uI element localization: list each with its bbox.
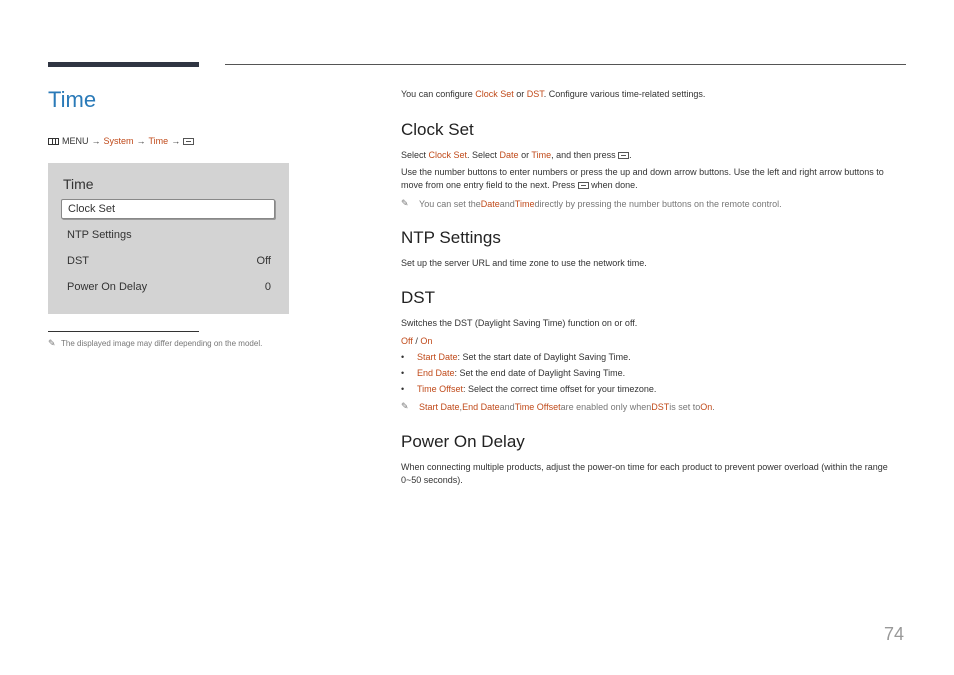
breadcrumb-system: System: [103, 136, 134, 146]
osd-item-label: DST: [67, 255, 89, 267]
osd-item-power-on-delay[interactable]: [61, 277, 275, 297]
osd-item-label: NTP Settings: [67, 229, 132, 241]
breadcrumb-time: Time: [148, 136, 169, 146]
page-title: Time: [48, 87, 97, 112]
osd-item-dst[interactable]: [61, 251, 275, 271]
footnote-rule: [48, 331, 199, 332]
osd-title: Time: [63, 176, 94, 192]
header-rule-thin: [225, 64, 906, 65]
menu-icon: [48, 138, 59, 145]
osd-item-value: Off: [256, 255, 271, 267]
osd-item-ntp-settings[interactable]: [61, 225, 275, 245]
breadcrumb-arrow: →: [91, 136, 101, 146]
breadcrumb-arrow: →: [171, 136, 181, 146]
footnote-text: The displayed image may differ depending on the model.: [61, 339, 263, 348]
section-heading-ntp-settings: NTP Settings: [401, 228, 501, 247]
pencil-icon: ✎: [401, 401, 409, 411]
breadcrumb-menu: MENU: [62, 136, 89, 146]
section-heading-clock-set: Clock Set: [401, 120, 474, 139]
enter-icon: [618, 152, 629, 159]
power-on-delay-paragraph: When connecting multiple products, adjust the power-on time for each product to prevent power overload (within the range 0~50 seconds).: [401, 462, 888, 485]
osd-item-clock-set[interactable]: [61, 199, 275, 219]
osd-time-menu: [48, 163, 289, 314]
breadcrumb: [48, 136, 194, 146]
dst-note: ✎ Start Date , End Date and Time Offset are enabled only when DST is set to On .: [401, 401, 715, 412]
ntp-paragraph: Set up the server URL and time zone to use the network time.: [401, 258, 647, 268]
clock-set-paragraph-1: Select Clock Set. Select Date or Time, and then press .: [401, 150, 632, 160]
list-item: • End Date: Set the end date of Daylight Saving Time.: [401, 368, 626, 378]
pencil-icon: ✎: [401, 198, 409, 208]
section-heading-dst: DST: [401, 288, 435, 307]
enter-icon: [183, 138, 194, 145]
section-heading-power-on-delay: Power On Delay: [401, 432, 525, 451]
osd-item-label: Power On Delay: [67, 281, 148, 293]
pencil-icon: ✎: [48, 338, 56, 348]
intro-text: You can configure Clock Set or DST. Configure various time-related settings.: [401, 89, 706, 99]
list-item: • Time Offset: Select the correct time offset for your timezone.: [401, 384, 657, 394]
enter-icon: [578, 182, 589, 189]
clock-set-paragraph-2: Use the number buttons to enter numbers or press the up and down arrow buttons. Use the left and right arrow buttons to move from one entry field to the next. Press when done.: [401, 167, 884, 190]
dst-options: Off / On: [401, 336, 433, 346]
footnote: [48, 338, 262, 349]
dst-paragraph: Switches the DST (Daylight Saving Time) function on or off.: [401, 318, 638, 328]
osd-item-label: Clock Set: [68, 203, 116, 215]
breadcrumb-arrow: →: [136, 136, 146, 146]
page-number: 74: [884, 624, 905, 644]
clock-set-note: ✎ You can set the Date and Time directly by pressing the number buttons on the remote control.: [401, 198, 782, 209]
list-item: • Start Date: Set the start date of Daylight Saving Time.: [401, 352, 631, 362]
osd-item-value: 0: [264, 281, 271, 293]
header-rule-thick: [48, 62, 199, 67]
